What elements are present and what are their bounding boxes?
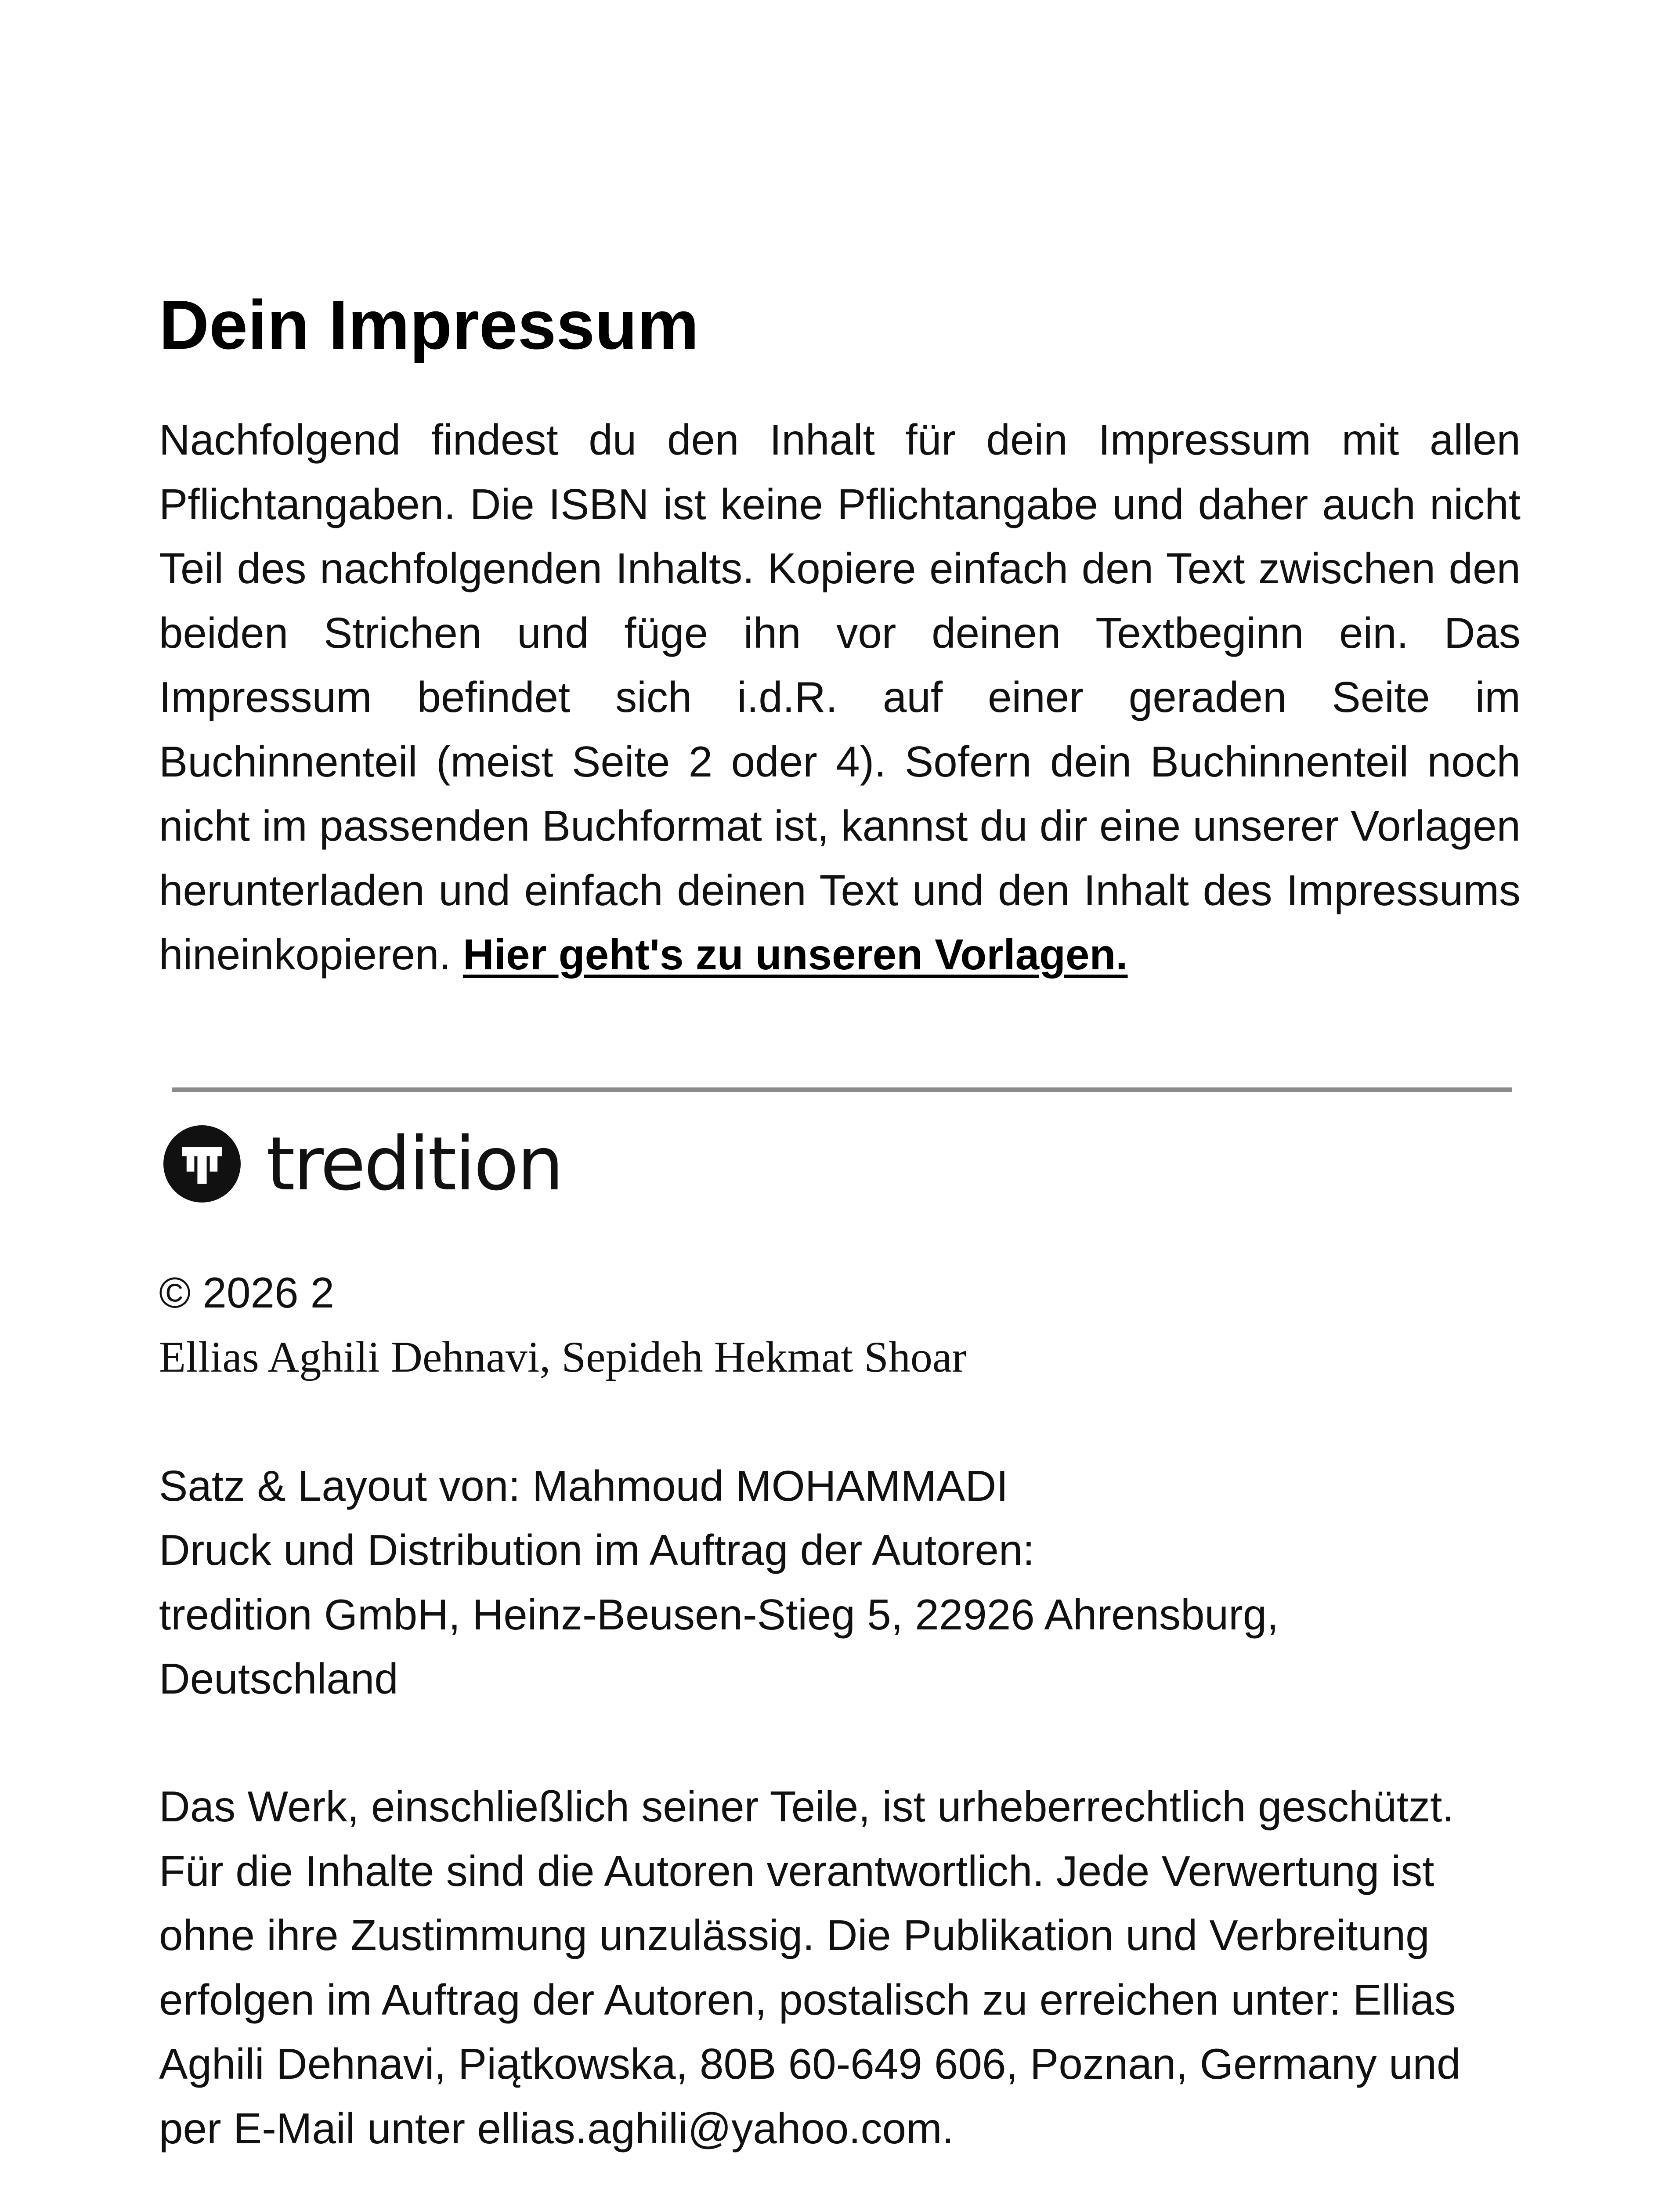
intro-text: Nachfolgend findest du den Inhalt für dein Impressum mit allen Pflichtangaben. Die ISBN ist keine Pflichtangabe und daher auch nicht Teil des nachfolgenden Inhalts. Kopiere einfach den Text zwischen den beiden Strichen und füge ihn vor deinen Textbeginn ein. Das Impressum befindet sich i.d.R. auf einer geraden Seite im Buchinnenteil (meist Seite 2 oder 4). Sofern dein Buchinnenteil noch nicht im passenden Buchformat ist, kannst du dir eine unserer Vorlagen herunterladen und einfach deinen Text und den Inhalt des Impressums hineinkopieren. xyxy=(159,415,1521,979)
tredition-logo-icon xyxy=(163,1125,241,1203)
copyright-line: © 2026 2 xyxy=(159,1268,335,1317)
publisher-address: tredition GmbH, Heinz-Beusen-Stieg 5, 22926 Ahrensburg, xyxy=(159,1590,1279,1639)
tredition-wordmark: tredition xyxy=(266,1121,562,1207)
legal-notice: Das Werk, einschließlich seiner Teile, ist urheberrechtlich geschützt. Für die Inhalte sind die Autoren verantwortlich. Jede Verwertung ist ohne ihre Zustimmung unzulässig. Die Publikation und Verbreitung erfolgen im Auftrag der Autoren, postalisch zu erreichen unter: Ellias Aghili Dehnavi, Piątkowska, 80B 60-649 606, Poznan, Germany und per E-Mail unter ellias.aghili@yahoo.com. xyxy=(159,1782,1461,2153)
intro-paragraph xyxy=(159,408,1521,987)
templates-link[interactable]: Hier geht's zu unseren Vorlagen. xyxy=(462,930,1128,979)
spacer xyxy=(159,1389,1521,1454)
divider-top xyxy=(172,1087,1512,1092)
authors-line: Ellias Aghili Dehnavi, Sepideh Hekmat Shoar xyxy=(159,1332,967,1381)
tredition-logo xyxy=(163,1122,562,1206)
publisher-country: Deutschland xyxy=(159,1654,398,1703)
page-title: Dein Impressum xyxy=(159,286,699,364)
layout-credit: Satz & Layout von: Mahmoud MOHAMMADI xyxy=(159,1461,1008,1510)
print-distribution-line: Druck und Distribution im Auftrag der Autoren: xyxy=(159,1526,1035,1574)
imprint-block xyxy=(159,1261,1521,1711)
